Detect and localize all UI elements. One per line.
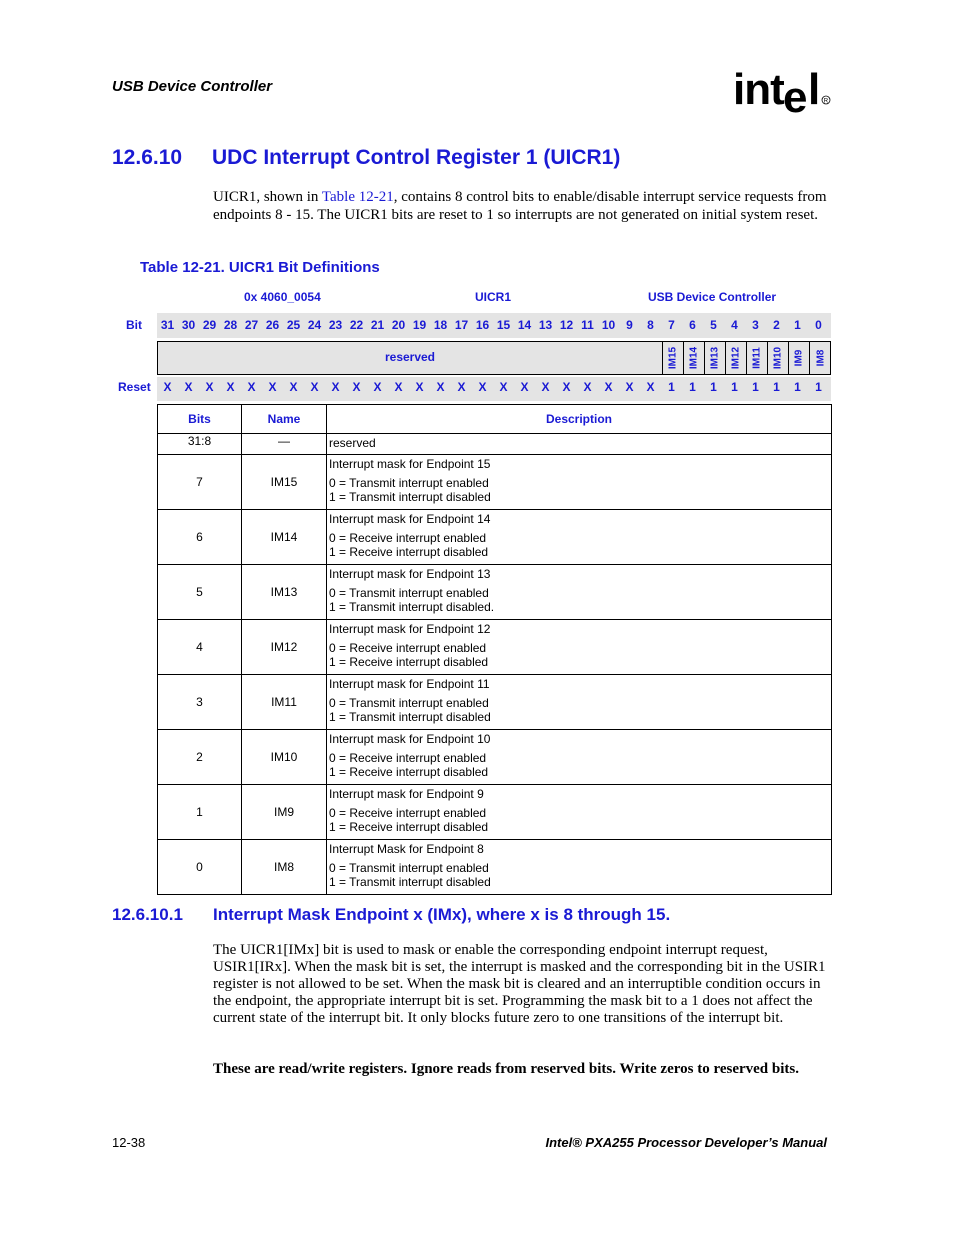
- running-header: USB Device Controller: [112, 78, 273, 95]
- bits-cell: 6: [158, 510, 242, 565]
- name-cell: IM13: [242, 565, 327, 620]
- svg-text:l: l: [808, 65, 821, 114]
- bit-definitions-table: [157, 404, 832, 895]
- description-cell: [327, 434, 832, 455]
- field-cell: [705, 342, 726, 374]
- description-title: Interrupt mask for Endpoint 13: [329, 567, 491, 581]
- description-cell: [327, 785, 832, 840]
- name-cell: IM11: [242, 675, 327, 730]
- bit-number: 20: [391, 318, 406, 332]
- value-zero-text: 0 = Transmit interrupt enabled: [329, 861, 489, 875]
- description-title: Interrupt mask for Endpoint 12: [329, 622, 491, 636]
- field-cell: [684, 342, 705, 374]
- reset-value: X: [226, 380, 235, 394]
- reset-value: X: [247, 380, 256, 394]
- reset-value: X: [310, 380, 319, 394]
- reset-value: X: [625, 380, 634, 394]
- svg-text:R: R: [823, 98, 829, 105]
- value-zero-text: 0 = Transmit interrupt enabled: [329, 586, 489, 600]
- reset-value: X: [499, 380, 508, 394]
- bit-number: 14: [517, 318, 532, 332]
- bits-cell: 0: [158, 840, 242, 895]
- bits-cell: 4: [158, 620, 242, 675]
- name-column-header: Name: [242, 405, 327, 434]
- reset-value: X: [604, 380, 613, 394]
- description-cell: [327, 510, 832, 565]
- bit-number: 5: [710, 318, 717, 332]
- field-label: IM10: [772, 346, 784, 370]
- manual-title: Intel® PXA255 Processor Developer’s Manual: [545, 1135, 827, 1150]
- reset-value: X: [520, 380, 529, 394]
- bit-number: 12: [559, 318, 574, 332]
- reset-value: 1: [731, 380, 738, 394]
- bits-cell: 1: [158, 785, 242, 840]
- description-cell: [327, 840, 832, 895]
- bits-cell: 7: [158, 455, 242, 510]
- value-zero-text: 0 = Transmit interrupt enabled: [329, 476, 489, 490]
- intro-text-cont: , contains 8 control bits to enable/disable interrupt service requests from endpoints 8 - 15. The UICR1 bits are reset to 1 so interrupts are not generated on initial system reset.: [213, 189, 827, 223]
- bit-number: 27: [244, 318, 259, 332]
- intro-paragraph: [213, 189, 831, 224]
- description-title: Interrupt mask for Endpoint 11: [329, 677, 490, 691]
- table-row: [158, 785, 832, 840]
- value-one-text: 1 = Receive interrupt disabled: [329, 545, 489, 559]
- intro-text: UICR1, shown in: [213, 189, 322, 205]
- reset-value: X: [436, 380, 445, 394]
- description-title: Interrupt mask for Endpoint 14: [329, 512, 491, 526]
- reset-value: 1: [815, 380, 822, 394]
- reset-value: X: [394, 380, 403, 394]
- table-row: [158, 840, 832, 895]
- reset-value: X: [268, 380, 277, 394]
- reset-value: X: [331, 380, 340, 394]
- reset-value: X: [373, 380, 382, 394]
- value-one-text: 1 = Transmit interrupt disabled.: [329, 600, 495, 614]
- name-cell: IM10: [242, 730, 327, 785]
- bit-number: 10: [601, 318, 616, 332]
- bit-number: 22: [349, 318, 364, 332]
- field-label: IM11: [751, 347, 763, 369]
- value-zero-text: 0 = Receive interrupt enabled: [329, 751, 487, 765]
- reset-value: 1: [689, 380, 696, 394]
- reset-value: X: [562, 380, 571, 394]
- section-number: 12.6.10: [112, 146, 183, 169]
- bit-number: 19: [412, 318, 427, 332]
- value-zero-text: 0 = Transmit interrupt enabled: [329, 696, 489, 710]
- reset-value: X: [289, 380, 298, 394]
- name-cell: IM15: [242, 455, 327, 510]
- bit-number: 15: [496, 318, 511, 332]
- page-number: 12-38: [112, 1135, 146, 1150]
- bit-number: 9: [626, 318, 633, 332]
- name-cell: IM8: [242, 840, 327, 895]
- reset-value: 1: [668, 380, 675, 394]
- bit-number: 0: [815, 318, 822, 332]
- field-cell: [726, 342, 747, 374]
- bit-number: 8: [647, 318, 654, 332]
- svg-text:e: e: [783, 73, 808, 120]
- subsection-title: Interrupt Mask Endpoint x (IMx), where x is 8 through 15.: [213, 905, 671, 924]
- value-one-text: 1 = Receive interrupt disabled: [329, 765, 489, 779]
- table-row: [158, 675, 832, 730]
- name-cell: IM14: [242, 510, 327, 565]
- table-row: [158, 434, 832, 455]
- register-address: 0x 4060_0054: [244, 290, 321, 304]
- bit-row-label: Bit: [126, 318, 142, 332]
- field-cell: [810, 342, 831, 374]
- reset-value: X: [205, 380, 214, 394]
- name-cell: —: [242, 434, 327, 455]
- bit-number: 7: [668, 318, 675, 332]
- table-caption: Table 12-21. UICR1 Bit Definitions: [140, 259, 380, 276]
- bits-cell: 2: [158, 730, 242, 785]
- value-one-text: 1 = Transmit interrupt disabled: [329, 710, 491, 724]
- bit-number: 3: [752, 318, 759, 332]
- bit-number-row: [157, 313, 831, 338]
- description-title: Interrupt mask for Endpoint 9: [329, 787, 484, 801]
- bits-column-header: Bits: [158, 405, 242, 434]
- register-unit: USB Device Controller: [648, 290, 777, 304]
- bit-number: 31: [160, 318, 175, 332]
- bit-number: 2: [773, 318, 780, 332]
- description-title: reserved: [329, 436, 376, 450]
- reset-value: X: [184, 380, 193, 394]
- bits-cell: 5: [158, 565, 242, 620]
- field-label: IM8: [815, 349, 826, 367]
- register-field-row: [157, 341, 831, 375]
- section-heading: [112, 146, 620, 170]
- value-zero-text: 0 = Receive interrupt enabled: [329, 531, 487, 545]
- reset-value-row: [157, 377, 831, 401]
- description-cell: [327, 620, 832, 675]
- reset-value: 1: [752, 380, 759, 394]
- reset-value: X: [646, 380, 655, 394]
- bits-cell: 31:8: [158, 434, 242, 455]
- table-header-row: [158, 405, 832, 434]
- svg-text:int: int: [733, 65, 784, 114]
- bit-number: 26: [265, 318, 280, 332]
- register-note: These are read/write registers. Ignore reads from reserved bits. Write zeros to reserved bits.: [213, 1061, 799, 1077]
- table-row: [158, 620, 832, 675]
- bit-number: 28: [223, 318, 238, 332]
- bit-number: 1: [794, 318, 801, 332]
- description-cell: [327, 565, 832, 620]
- value-zero-text: 0 = Receive interrupt enabled: [329, 641, 487, 655]
- description-cell: [327, 455, 832, 510]
- reserved-field: reserved: [158, 342, 663, 374]
- field-label: IM14: [688, 346, 700, 370]
- reset-value: X: [457, 380, 466, 394]
- value-one-text: 1 = Transmit interrupt disabled: [329, 490, 491, 504]
- bit-number: 21: [370, 318, 385, 332]
- subsection-number: 12.6.10.1: [112, 905, 183, 924]
- bit-number: 24: [307, 318, 322, 332]
- bit-number: 29: [202, 318, 217, 332]
- bit-number: 25: [286, 318, 301, 332]
- bit-number: 4: [731, 318, 738, 332]
- bit-number: 6: [689, 318, 696, 332]
- intel-logo: [733, 60, 833, 120]
- bits-cell: 3: [158, 675, 242, 730]
- bit-number: 23: [328, 318, 343, 332]
- value-one-text: 1 = Receive interrupt disabled: [329, 655, 489, 669]
- section-title: UDC Interrupt Control Register 1 (UICR1): [212, 146, 621, 169]
- bit-number: 30: [181, 318, 196, 332]
- field-label: IM9: [793, 349, 805, 367]
- reset-value: X: [541, 380, 550, 394]
- table-row: [158, 565, 832, 620]
- table-row: [158, 510, 832, 565]
- reset-value: 1: [773, 380, 780, 394]
- reset-value: X: [478, 380, 487, 394]
- reset-value: X: [415, 380, 424, 394]
- reset-value: X: [352, 380, 361, 394]
- description-column-header: Description: [327, 405, 832, 434]
- reset-value: 1: [794, 380, 801, 394]
- table-row: [158, 455, 832, 510]
- description-title: Interrupt Mask for Endpoint 8: [329, 842, 484, 856]
- table-row: [158, 730, 832, 785]
- bit-number: 13: [538, 318, 553, 332]
- value-one-text: 1 = Transmit interrupt disabled: [329, 875, 491, 889]
- subsection-heading: [112, 905, 670, 925]
- value-zero-text: 0 = Receive interrupt enabled: [329, 806, 487, 820]
- table-link[interactable]: Table 12-21: [321, 189, 394, 205]
- reset-value: X: [583, 380, 592, 394]
- bit-number: 17: [454, 318, 469, 332]
- field-cell: [789, 342, 810, 374]
- field-cell: [747, 342, 768, 374]
- name-cell: IM9: [242, 785, 327, 840]
- field-label: IM15: [667, 346, 679, 370]
- field-cell: [768, 342, 789, 374]
- bit-number: 18: [433, 318, 448, 332]
- description-cell: [327, 675, 832, 730]
- bit-number: 16: [475, 318, 490, 332]
- reset-row-label: Reset: [118, 380, 151, 394]
- description-title: Interrupt mask for Endpoint 15: [329, 457, 491, 471]
- field-label: IM13: [709, 346, 721, 370]
- field-cell: [663, 342, 684, 374]
- subsection-body: The UICR1[IMx] bit is used to mask or enable the corresponding endpoint interrupt request, USIR1[IRx]. When the mask bit is set, the interrupt is masked and the corresponding bit in the USIR1 register is not allowed to be set. When the mask bit is cleared and an interruptible condition occurs in the endpoint, the appropriate interrupt bit is set. Programming the mask bit to a 1 does not affect the current state of the interrupt bit. It only blocks future zero to one transitions of the interrupt bit.: [213, 942, 826, 1026]
- value-one-text: 1 = Receive interrupt disabled: [329, 820, 489, 834]
- reset-value: X: [163, 380, 172, 394]
- description-title: Interrupt mask for Endpoint 10: [329, 732, 491, 746]
- field-label: IM12: [730, 346, 742, 370]
- reset-value: 1: [710, 380, 717, 394]
- register-name: UICR1: [475, 290, 512, 304]
- name-cell: IM12: [242, 620, 327, 675]
- bit-number: 11: [581, 318, 594, 332]
- description-cell: [327, 730, 832, 785]
